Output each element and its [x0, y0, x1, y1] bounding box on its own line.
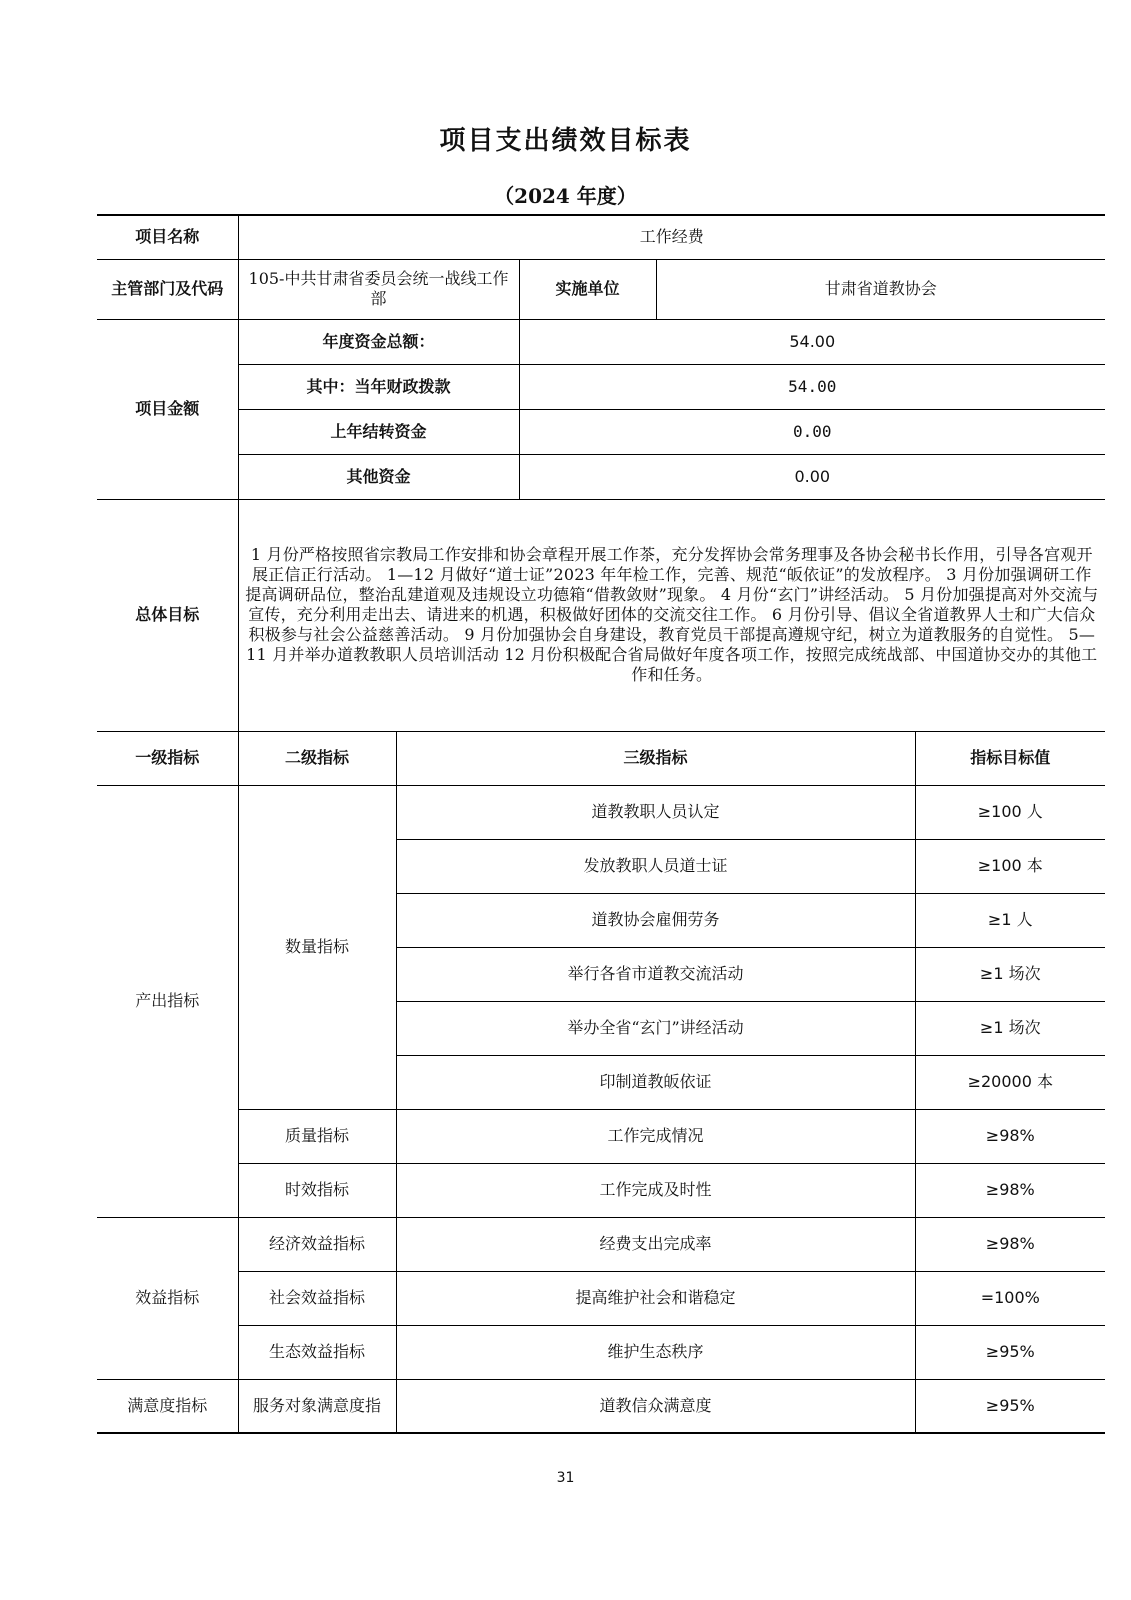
indicator-name: 举行各省市道教交流活动: [396, 947, 915, 1001]
indicator-name: 工作完成及时性: [396, 1163, 915, 1217]
indicator-name: 道教协会雇佣劳务: [396, 893, 915, 947]
quality-indicator-label: 质量指标: [238, 1109, 396, 1163]
indicator-row: [97, 1271, 1105, 1325]
timeliness-indicator-label: 时效指标: [238, 1163, 396, 1217]
indicator-row: [97, 1163, 1105, 1217]
indicator-name: 道教信众满意度: [396, 1379, 915, 1433]
indicator-name: 经费支出完成率: [396, 1217, 915, 1271]
indicator-value: ≥95%: [915, 1325, 1105, 1379]
project-name-value: 工作经费: [238, 215, 1105, 259]
header-level2: 二级指标: [238, 731, 396, 785]
indicator-value: ≥95%: [915, 1379, 1105, 1433]
indicator-row: [97, 1109, 1105, 1163]
output-indicator-label: 产出指标: [97, 785, 238, 1217]
indicator-value: ≥100 本: [915, 839, 1105, 893]
header-level3: 三级指标: [396, 731, 915, 785]
social-benefit-label: 社会效益指标: [238, 1271, 396, 1325]
header-target: 指标目标值: [915, 731, 1105, 785]
benefit-indicator-label: 效益指标: [97, 1217, 238, 1379]
funds-carryover-label: 上年结转资金: [238, 409, 519, 454]
indicator-name: 维护生态秩序: [396, 1325, 915, 1379]
quantity-indicator-label: 数量指标: [238, 785, 396, 1109]
funds-total-label: 年度资金总额：: [238, 319, 519, 364]
economic-benefit-label: 经济效益指标: [238, 1217, 396, 1271]
indicator-value: ≥1 场次: [915, 947, 1105, 1001]
dept-value: 105-中共甘肃省委员会统一战线工作部: [238, 259, 519, 319]
funds-fiscal-value: 54.00: [519, 364, 1105, 409]
funds-label: 项目金额: [97, 319, 238, 499]
indicator-value: ≥98%: [915, 1163, 1105, 1217]
indicator-name: 工作完成情况: [396, 1109, 915, 1163]
header-level1: 一级指标: [97, 731, 238, 785]
project-name-row: [97, 215, 1105, 259]
indicator-value: =100%: [915, 1271, 1105, 1325]
indicator-name: 提高维护社会和谐稳定: [396, 1271, 915, 1325]
department-row: [97, 259, 1105, 319]
funds-carryover-value: 0.00: [519, 409, 1105, 454]
funds-other-label: 其他资金: [238, 454, 519, 499]
satisfaction-indicator-label: 满意度指标: [97, 1379, 238, 1433]
indicator-value: ≥1 场次: [915, 1001, 1105, 1055]
page-number: 31: [556, 1470, 575, 1486]
goal-label: 总体目标: [97, 499, 238, 731]
indicator-value: ≥98%: [915, 1109, 1105, 1163]
goal-row: [97, 499, 1105, 731]
indicator-value: ≥1 人: [915, 893, 1105, 947]
indicator-name: 道教教职人员认定: [396, 785, 915, 839]
indicator-row: [97, 785, 1105, 839]
indicator-name: 印制道教皈依证: [396, 1055, 915, 1109]
indicator-value: ≥98%: [915, 1217, 1105, 1271]
service-satisfaction-label: 服务对象满意度指: [238, 1379, 396, 1433]
dept-label: 主管部门及代码: [97, 259, 238, 319]
project-name-label: 项目名称: [97, 215, 238, 259]
funds-other-value: 0.00: [519, 454, 1105, 499]
indicator-value: ≥100 人: [915, 785, 1105, 839]
indicator-row: [97, 1217, 1105, 1271]
funds-row-fiscal: [97, 364, 1105, 409]
ecological-benefit-label: 生态效益指标: [238, 1325, 396, 1379]
funds-row-other: [97, 454, 1105, 499]
funds-row-total: [97, 319, 1105, 364]
funds-row-carryover: [97, 409, 1105, 454]
indicator-header-row: [97, 731, 1105, 785]
impl-unit-value: 甘肃省道教协会: [656, 259, 1105, 319]
indicator-row: [97, 1379, 1105, 1433]
impl-unit-label: 实施单位: [519, 259, 656, 319]
page-title: 项目支出绩效目标表: [439, 126, 692, 156]
indicator-value: ≥20000 本: [915, 1055, 1105, 1109]
performance-target-table: [97, 214, 1105, 1434]
funds-total-value: 54.00: [519, 319, 1105, 364]
indicator-row: [97, 1325, 1105, 1379]
goal-text: 1 月份严格按照省宗教局工作安排和协会章程开展工作茶，充分发挥协会常务理事及各协会秘书长作用，引导各宫观开展正信正行活动。 1—12 月做好“道士证”2023 年年检工作，完善、规范“皈依证”的发放程序。 3 月份加强调研工作提高调研品位，整治乱建道观及违规设立功德箱“借教敛财”现象。 4 月份“玄门”讲经活动。 5 月份加强提高对外交流与宣传，充分利用走出去、请进来的机遇，积极做好团体的交流交往工作。 6 月份引导、倡议全省道教界人士和广大信众积极参与社会公益慈善活动。 9 月份加强协会自身建设，教育党员干部提高遵规守纪，树立为道教服务的自觉性。 5—11 月并举办道教教职人员培训活动 12 月份积极配合省局做好年度各项工作，按照完成统战部、中国道协交办的其他工作和任务。: [238, 499, 1105, 731]
indicator-name: 发放教职人员道士证: [396, 839, 915, 893]
year-subtitle: （2024 年度）: [494, 184, 637, 208]
funds-fiscal-label: 其中：当年财政拨款: [238, 364, 519, 409]
indicator-name: 举办全省“玄门”讲经活动: [396, 1001, 915, 1055]
